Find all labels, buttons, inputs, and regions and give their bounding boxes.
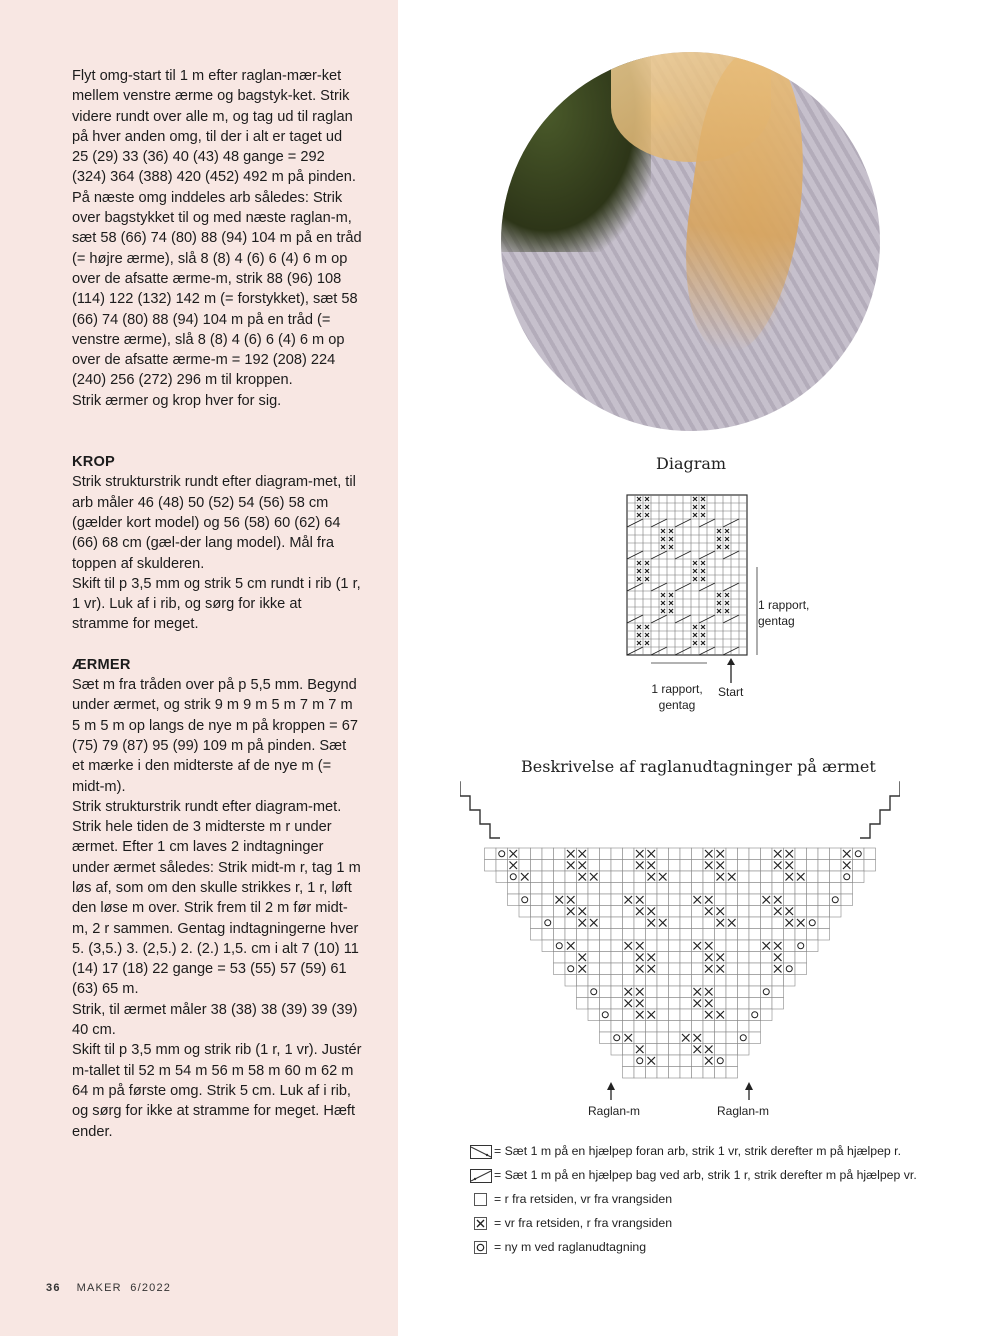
instructions-text xyxy=(72,66,362,1142)
cross-square-icon xyxy=(470,1217,492,1231)
krop-paragraph-2: Skift til p 3,5 mm og strik 5 cm rundt i rib (1 r, 1 vr). Luk af i rib, og sørg for ikke at stramme for meget. xyxy=(72,575,361,633)
page-footer xyxy=(46,1282,171,1294)
intro-paragraph-1: Flyt omg-start til 1 m efter raglan-mær-ket mellem venstre ærme og bagstyk-ket. Strik videre rundt over alle m, og tag ud til raglan på hver anden omg, til der i alt er taget ud 25 (29) 33 (36) 40 (43) 48 gange = 292 (324) 364 (388) 420 (452) 492 m på pinden. xyxy=(72,68,356,186)
page-number: 36 xyxy=(46,1282,61,1294)
start-label: Start xyxy=(718,685,744,699)
raglan-label-left: Raglan-m xyxy=(588,1104,641,1118)
magazine-name: MAKER xyxy=(76,1282,122,1294)
raglan-label-right: Raglan-m xyxy=(717,1104,770,1118)
repeat-label-bottom: 1 rapport, gentag xyxy=(651,682,703,712)
circle-square-icon xyxy=(470,1241,492,1255)
issue-number: 6/2022 xyxy=(130,1282,172,1294)
krop-paragraph-1: Strik strukturstrik rundt efter diagram-met, til arb måler 46 (48) 50 (52) 54 (56) 58 cm (gælder kort model) og 56 (58) 60 (62) 64 (66) 68 cm (gæl-der lang model). Mål fra toppen af skulderen. xyxy=(72,474,356,572)
cable-right-symbol-icon xyxy=(470,1169,492,1183)
empty-square-icon xyxy=(470,1193,492,1207)
aermer-paragraph-4: Skift til p 3,5 mm og strik rib (1 r, 1 vr). Justér m-tallet til 52 m 54 m 56 m 58 m 60 m 62 m 64 m på første omg. Strik 5 cm. Luk af i rib, og sørg for ikke at stramme for meget. Hæft ender. xyxy=(72,1042,362,1140)
raglan-diagram xyxy=(460,780,900,1100)
raglan-title: Beskrivelse af raglanudtagninger på ærmet xyxy=(521,757,876,776)
diagram-title: Diagram xyxy=(656,454,727,473)
aermer-paragraph-1: Sæt m fra tråden over på p 5,5 mm. Begynd under ærmet, og strik 9 m 9 m 5 m 7 m 7 m 5 m 5 m op langs de nye m på kroppen = 67 (75) 79 (87) 95 (99) 109 m på pinden. Sæt et mærke i den midterste af de nye m (= midt-m). xyxy=(72,677,358,795)
stitch-diagram xyxy=(620,490,780,700)
sweater-photo xyxy=(501,52,880,431)
aermer-paragraph-3: Strik, til ærmet måler 38 (38) 38 (39) 39 (39) 40 cm. xyxy=(72,1001,358,1039)
cable-left-symbol-icon xyxy=(470,1145,492,1159)
aermer-heading: ÆRMER xyxy=(72,656,131,673)
intro-paragraph-3: Strik ærmer og krop hver for sig. xyxy=(72,392,282,409)
krop-heading: KROP xyxy=(72,454,115,471)
repeat-label-right: 1 rapport, gentag xyxy=(758,598,810,628)
aermer-paragraph-2: Strik strukturstrik rundt efter diagram-met. Strik hele tiden de 3 midterste m r under ærmet. Efter 1 cm laves 2 indtagninger under ærmet således: Strik midt-m r, tag 1 m løs af, som om den skulle strikkes r, 1 r, løft den løse m over. Strik frem til 2 m før midt-m, 2 r sammen. Gentag indtagningerne hver 5. (3,5.) 3. (2,5.) 2. (2.) 1,5. cm i alt 7 (10) 11 (14) 17 (18) 22 gange = 53 (55) 57 (59) 61 (63) 65 m. xyxy=(72,798,361,998)
intro-paragraph-2: På næste omg inddeles arb således: Strik over bagstykket til og med næste raglan-m, sæt 58 (66) 74 (80) 88 (94) 104 m på en tråd (= højre ærme), slå 8 (8) 4 (6) 6 (4) 6 m op over de afsatte ærme-m, strik 88 (96) 108 (114) 122 (132) 142 m (= forstykket), sæt 58 (66) 74 (80) 88 (94) 104 m på en tråd (= venstre ærme), slå 8 (8) 4 (6) 6 (4) 6 m op over de afsatte ærme-m = 192 (208) 224 (240) 256 (272) 296 m til kroppen. xyxy=(72,189,362,389)
